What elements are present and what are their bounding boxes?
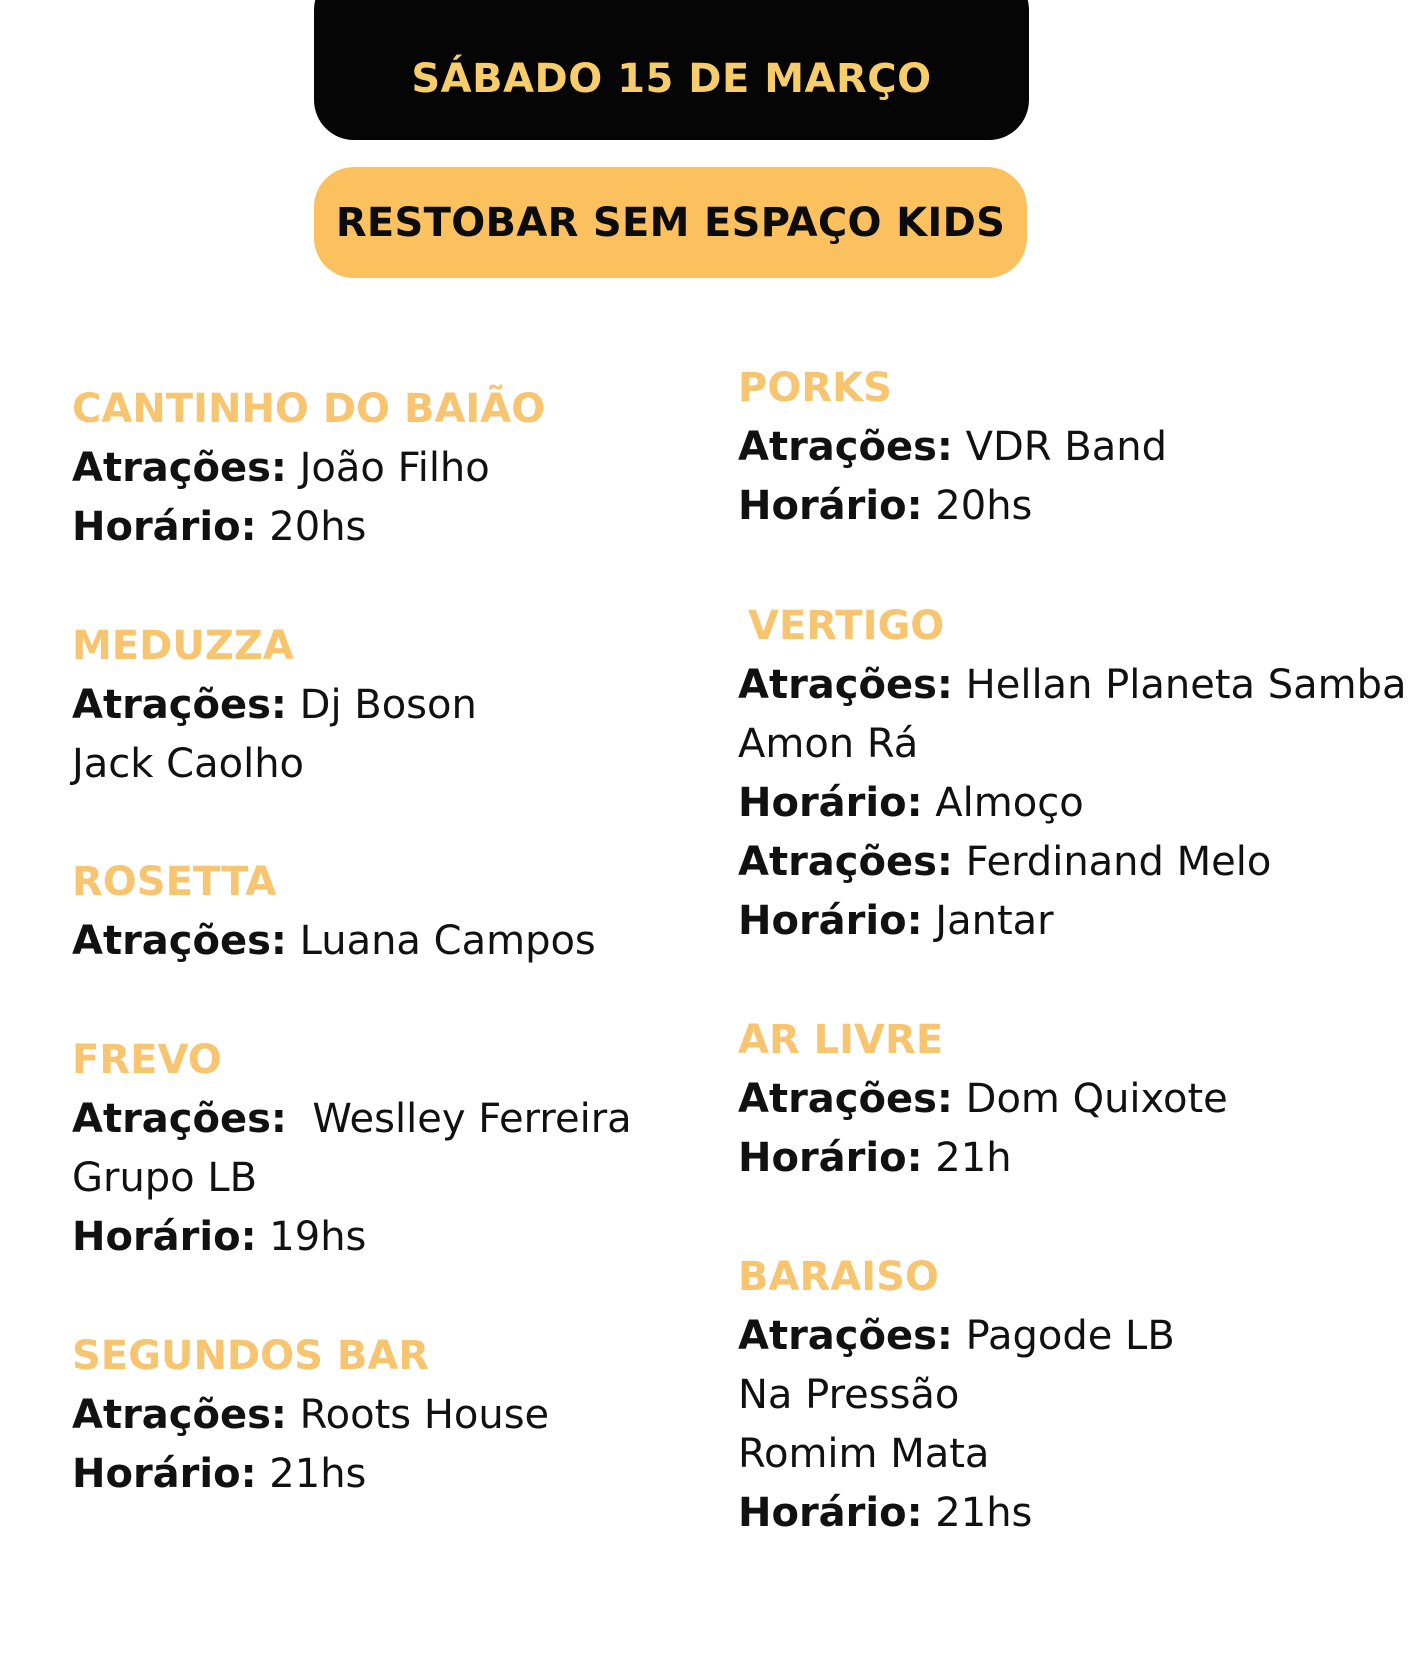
line-text: Ferdinand Melo <box>952 839 1272 885</box>
line-text: Romim Mata <box>738 1431 990 1477</box>
venue-line <box>738 774 1407 833</box>
line-text: Jack Caolho <box>72 741 305 787</box>
line-text: Pagode LB <box>952 1313 1175 1359</box>
line-label: Atrações: <box>72 1392 287 1438</box>
venue-name: SEGUNDOS BAR <box>72 1333 430 1379</box>
venue-line <box>72 1149 632 1208</box>
venue-name: PORKS <box>738 365 892 411</box>
line-text: 21h <box>922 1135 1012 1181</box>
line-label: Atrações: <box>72 445 287 491</box>
venue-line <box>72 912 596 971</box>
date-title: SÁBADO 15 DE MARÇO <box>411 56 932 102</box>
venue-name: BARAISO <box>738 1254 939 1300</box>
venue-line <box>738 1425 1175 1484</box>
line-text: 19hs <box>256 1214 367 1260</box>
line-label: Horário: <box>738 1490 923 1536</box>
venue-name: MEDUZZA <box>72 623 294 669</box>
date-banner <box>314 0 1029 140</box>
line-text: Weslley Ferreira <box>286 1096 632 1142</box>
venue-line <box>72 1386 549 1445</box>
line-label: Atrações: <box>738 839 953 885</box>
venue-meduzza <box>72 617 477 794</box>
line-text: 20hs <box>922 483 1033 529</box>
restobar-title: RESTOBAR SEM ESPAÇO KIDS <box>335 199 1006 246</box>
venue-rosetta <box>72 853 596 971</box>
line-label: Horário: <box>72 1451 257 1497</box>
line-label: Atrações: <box>738 424 953 470</box>
venue-line <box>72 498 545 557</box>
venue-ar-livre <box>738 1011 1228 1188</box>
line-label: Atrações: <box>72 682 287 728</box>
line-text: Na Pressão <box>738 1372 960 1418</box>
line-text: Dj Boson <box>286 682 477 728</box>
line-label: Atrações: <box>738 662 953 708</box>
line-text: Dom Quixote <box>952 1076 1228 1122</box>
line-text: Grupo LB <box>72 1155 258 1201</box>
line-text: Almoço <box>922 780 1084 826</box>
venue-porks <box>738 359 1167 536</box>
line-text: 21hs <box>922 1490 1033 1536</box>
venue-name: CANTINHO DO BAIÃO <box>72 386 546 432</box>
line-label: Atrações: <box>738 1076 953 1122</box>
venue-name: VERTIGO <box>748 603 945 649</box>
venue-line <box>738 1307 1175 1366</box>
line-label: Horário: <box>738 780 923 826</box>
line-text: Luana Campos <box>286 918 596 964</box>
venue-baraiso <box>738 1248 1175 1543</box>
line-text: 20hs <box>256 504 367 550</box>
line-label: Atrações: <box>738 1313 953 1359</box>
venue-line <box>72 735 477 794</box>
line-text: João Filho <box>286 445 490 491</box>
venue-line <box>738 1484 1175 1543</box>
venue-name: FREVO <box>72 1037 222 1083</box>
line-label: Horário: <box>738 1135 923 1181</box>
line-text: Jantar <box>922 898 1054 944</box>
line-label: Atrações: <box>72 1096 287 1142</box>
restobar-banner <box>314 167 1027 278</box>
venue-line <box>738 833 1407 892</box>
venue-line <box>738 1129 1228 1188</box>
line-label: Horário: <box>72 504 257 550</box>
line-text: Amon Rá <box>738 721 919 767</box>
venue-line <box>738 418 1167 477</box>
line-label: Horário: <box>72 1214 257 1260</box>
venue-vertigo <box>738 597 1407 951</box>
venue-segundos-bar <box>72 1327 549 1504</box>
line-text: Hellan Planeta Samba <box>952 662 1407 708</box>
line-label: Horário: <box>738 483 923 529</box>
line-label: Horário: <box>738 898 923 944</box>
venue-line <box>738 1366 1175 1425</box>
venue-line <box>738 477 1167 536</box>
line-text: Roots House <box>286 1392 550 1438</box>
venue-name: ROSETTA <box>72 859 277 905</box>
venue-line <box>738 1070 1228 1129</box>
line-text: VDR Band <box>952 424 1168 470</box>
venue-line <box>72 1090 632 1149</box>
line-text: 21hs <box>256 1451 367 1497</box>
venue-line <box>738 656 1407 715</box>
venue-line <box>72 439 545 498</box>
venue-line <box>72 676 477 735</box>
venue-line <box>738 892 1407 951</box>
venue-line <box>72 1445 549 1504</box>
venue-line <box>72 1208 632 1267</box>
line-label: Atrações: <box>72 918 287 964</box>
venue-cantinho-do-baiao <box>72 380 545 557</box>
venue-name: AR LIVRE <box>738 1017 944 1063</box>
venue-line <box>738 715 1407 774</box>
venue-frevo <box>72 1031 632 1267</box>
